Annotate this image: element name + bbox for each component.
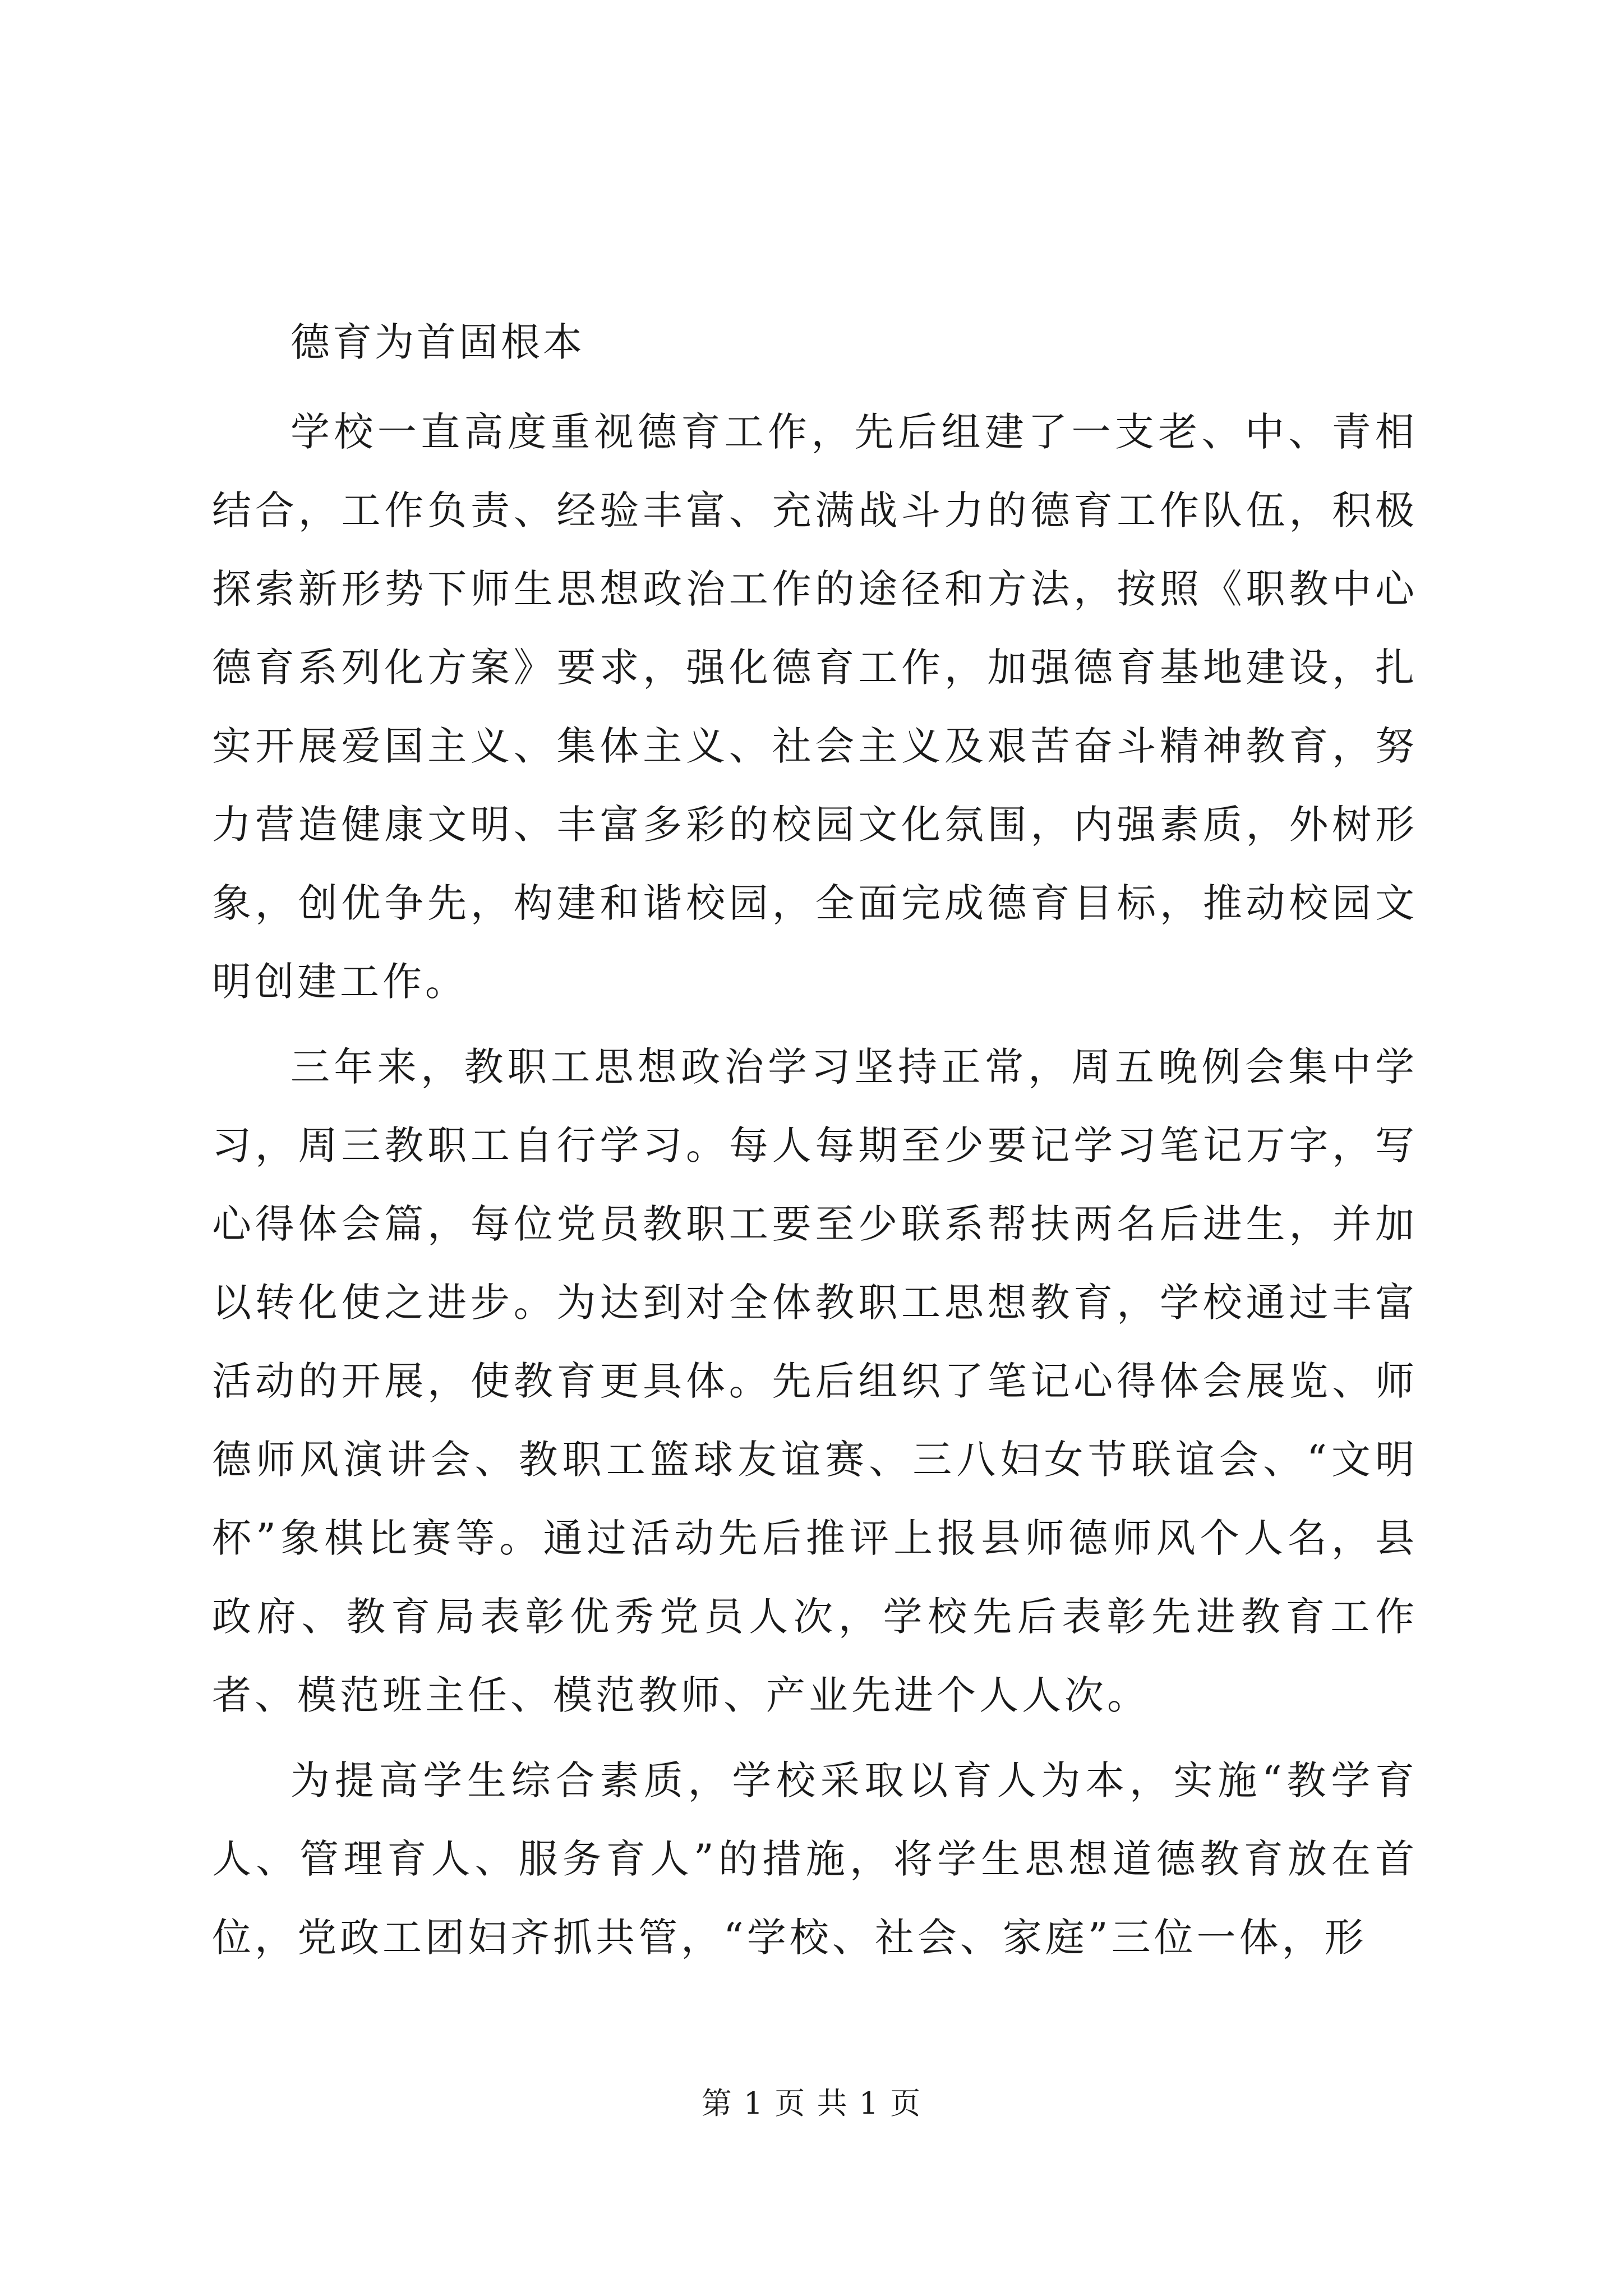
document-body (212, 303, 1418, 1984)
section-heading: 德育为首固根本 (291, 319, 585, 365)
paragraph-1: 学校一直高度重视德育工作，先后组建了一支老、中、青相结合，工作负责、经验丰富、充满战斗力的德育工作队伍，积极探索新形势下师生思想政治工作的途径和方法，按照《职教中心德育系列化方案》要求，强化德育工作，加强德育基地建设，扎实开展爱国主义、集体主义、社会主义及艰苦奋斗精神教育，努力营造健康文明、丰富多彩的校园文化氛围，内强素质，外树形象，创优争先，构建和谐校园，全面完成德育目标，推动校园文明创建工作。 (212, 409, 1418, 1005)
paragraph-3: 为提高学生综合素质，学校采取以育人为本，实施“教学育人、管理育人、服务育人”的措施，将学生思想道德教育放在首位，党政工团妇齐抓共管，“学校、社会、家庭”三位一体，形 (212, 1757, 1418, 1961)
paragraph-2: 三年来，教职工思想政治学习坚持正常，周五晚例会集中学习，周三教职工自行学习。每人每期至少要记学习笔记万字，写心得体会篇，每位党员教职工要至少联系帮扶两名后进生，并加以转化使之进步。为达到对全体教职工思想教育，学校通过丰富活动的开展，使教育更具体。先后组织了笔记心得体会展览、师德师风演讲会、教职工篮球友谊赛、三八妇女节联谊会、“文明杯”象棋比赛等。通过活动先后推评上报县师德师风个人名，县政府、教育局表彰优秀党员人次，学校先后表彰先进教育工作者、模范班主任、模范教师、产业先进个人人次。 (212, 1044, 1418, 1718)
page-footer: 第 1 页 共 1 页 (701, 2086, 922, 2121)
